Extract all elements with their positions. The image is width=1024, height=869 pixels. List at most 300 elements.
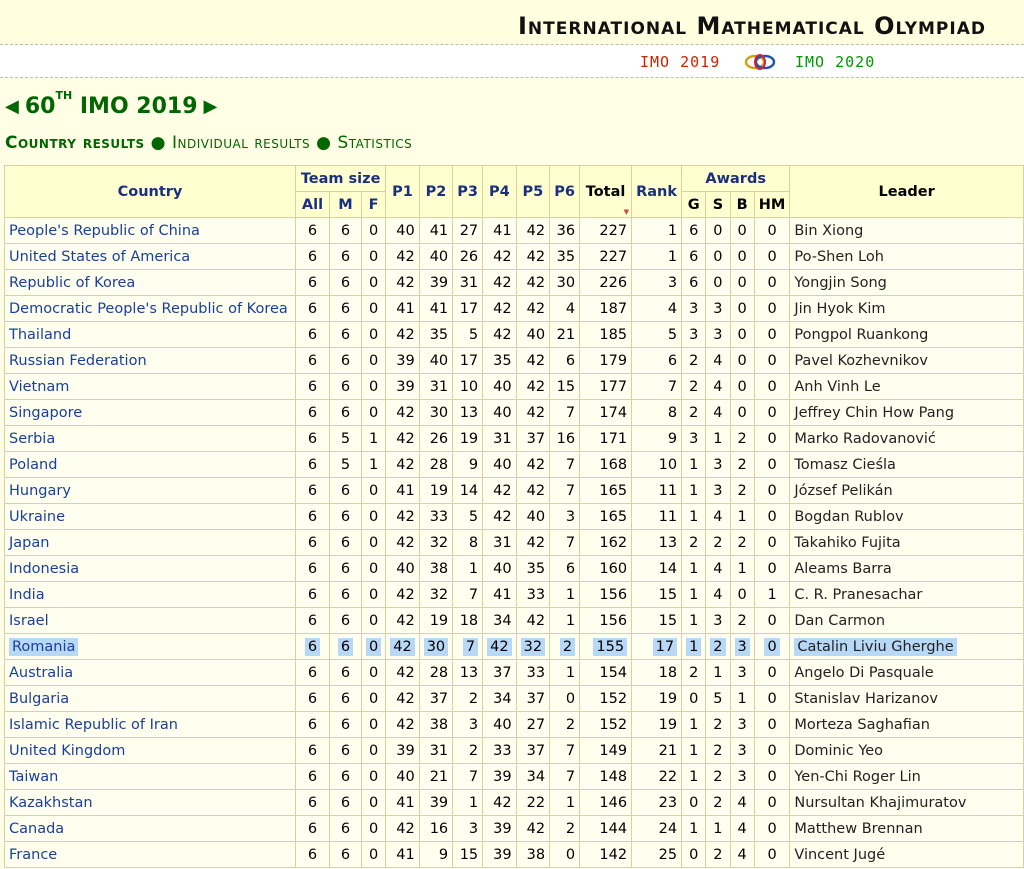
cell-rank-text: 4 [667,300,678,317]
cell-p5 [516,712,549,738]
cell-p3-text: 27 [459,222,479,239]
cell-f [362,712,386,738]
cell-p4 [483,426,516,452]
cell-s-text: 2 [713,846,723,863]
cell-country[interactable] [5,634,296,660]
cell-b-text: 0 [737,274,747,291]
cell-country[interactable] [5,842,296,868]
cell-country[interactable] [5,218,296,244]
cell-country-text[interactable]: Australia [9,664,74,681]
cell-p1 [386,244,419,270]
cell-p4 [483,582,516,608]
cell-all [296,634,330,660]
cell-m [330,738,362,764]
cell-leader [790,816,1024,842]
cell-p5-text: 42 [526,482,546,499]
cell-b-text: 1 [737,508,747,525]
cell-hm [754,660,790,686]
cell-p6 [550,686,580,712]
cell-rank [632,322,682,348]
cell-f-text: 0 [369,716,379,733]
cell-country-text[interactable]: Singapore [9,404,83,421]
cell-country-text[interactable]: Hungary [9,482,71,499]
cell-country[interactable] [5,322,296,348]
cell-country[interactable] [5,478,296,504]
cell-hm [754,842,790,868]
cell-all-text: 6 [307,846,318,863]
cell-p2-text: 38 [429,716,449,733]
cell-p3 [453,582,483,608]
cell-p3 [453,452,483,478]
cell-m [330,400,362,426]
cell-m-text: 6 [340,352,351,369]
header-p4[interactable]: P4 [483,166,516,218]
cell-leader-text: Bogdan Rublov [794,508,904,525]
cell-leader [790,790,1024,816]
cell-f [362,296,386,322]
cell-p2 [419,426,452,452]
header-m[interactable]: M [330,192,362,218]
cell-p5-text: 42 [526,352,546,369]
cell-s-text: 3 [713,300,723,317]
cell-country-text[interactable]: France [9,846,58,863]
cell-leader [790,582,1024,608]
cell-p2-text: 32 [429,534,449,551]
cell-country[interactable] [5,374,296,400]
cell-s-text: 0 [713,274,723,291]
cell-hm [754,400,790,426]
cell-g [682,738,706,764]
header-hm[interactable]: HM [754,192,790,218]
cell-p1-text: 42 [396,690,415,707]
table-row [5,634,1024,660]
cell-m-text: 6 [340,300,351,317]
cell-p2-text: 41 [429,300,449,317]
cell-s-text: 1 [713,664,723,681]
imo-2020-link[interactable]: IMO 2020 [795,53,876,71]
cell-p2-text: 40 [429,352,449,369]
cell-all [296,712,330,738]
cell-f-text: 1 [369,456,379,473]
cell-country[interactable] [5,816,296,842]
cell-p5-text: 42 [526,274,546,291]
prev-edition-arrow-icon[interactable]: ◀ [5,96,19,117]
cell-f [362,504,386,530]
table-row [5,530,1024,556]
cell-rank-text: 13 [658,534,678,551]
cell-g-text: 1 [689,768,699,785]
cell-p5-text: 33 [526,586,546,603]
cell-country[interactable] [5,660,296,686]
cell-p2-text: 16 [429,820,449,837]
cell-hm [754,478,790,504]
cell-country-text[interactable]: Bulgaria [9,690,70,707]
cell-g [682,374,706,400]
cell-m [330,374,362,400]
cell-m [330,582,362,608]
cell-hm-text: 0 [767,274,777,291]
cell-country[interactable] [5,270,296,296]
cell-b-text: 2 [737,430,747,447]
cell-m [330,270,362,296]
cell-p2 [419,218,452,244]
cell-p3 [453,400,483,426]
cell-f-text: 0 [369,664,379,681]
cell-leader [790,348,1024,374]
cell-m-text: 6 [340,222,351,239]
cell-country-text[interactable]: Japan [9,534,50,551]
cell-country-text[interactable]: United Kingdom [9,742,126,759]
cell-hm-text: 0 [764,638,779,656]
cell-p1-text: 42 [396,820,415,837]
cell-total-text: 227 [599,222,628,239]
cell-b [730,296,754,322]
cell-country[interactable] [5,426,296,452]
cell-all-text: 6 [307,820,318,837]
cell-country[interactable] [5,296,296,322]
cell-total-text: 185 [599,326,628,343]
cell-p5 [516,504,549,530]
cell-total [580,816,632,842]
header-total-label: Total [585,183,626,200]
cell-p3-text: 9 [468,456,479,473]
cell-g-text: 6 [689,274,699,291]
cell-p4-text: 34 [493,690,512,707]
header-f[interactable]: F [362,192,386,218]
cell-p2 [419,738,452,764]
cell-g [682,712,706,738]
header-g[interactable]: G [682,192,706,218]
cell-leader [790,426,1024,452]
cell-total-text: 227 [599,248,628,265]
cell-p1-text: 42 [396,248,415,265]
cell-country-text[interactable]: Israel [9,612,49,629]
cell-g [682,686,706,712]
cell-p3-text: 2 [468,690,479,707]
cell-p1 [386,348,419,374]
nav-individual-results[interactable]: Individual results [172,133,311,153]
cell-p2 [419,842,452,868]
cell-leader-text: Bin Xiong [794,222,864,239]
cell-country[interactable] [5,764,296,790]
cell-rank-text: 5 [667,326,678,343]
cell-leader [790,504,1024,530]
cell-p1 [386,322,419,348]
cell-leader-text: Jeffrey Chin How Pang [794,404,955,421]
cell-all [296,426,330,452]
cell-p5 [516,478,549,504]
cell-hm-text: 0 [767,248,777,265]
cell-p1-text: 40 [396,768,415,785]
edition-number: 60 [24,94,56,119]
header-p1[interactable]: P1 [386,166,419,218]
header-leader[interactable]: Leader [790,166,1024,218]
cell-country[interactable] [5,556,296,582]
cell-p4-text: 40 [493,716,512,733]
cell-country[interactable] [5,504,296,530]
cell-m [330,452,362,478]
imo-2019-link[interactable]: IMO 2019 [640,53,721,71]
cell-p1-text: 41 [396,482,415,499]
cell-f [362,660,386,686]
country-results-table [4,165,1024,868]
cell-all [296,842,330,868]
cell-p5 [516,738,549,764]
cell-g [682,582,706,608]
cell-hm-text: 0 [767,456,777,473]
cell-p1 [386,296,419,322]
cell-p3 [453,296,483,322]
cell-g [682,296,706,322]
cell-p3-text: 31 [459,274,479,291]
cell-g [682,530,706,556]
cell-m-text: 6 [340,742,351,759]
cell-hm-text: 0 [767,222,777,239]
header-p6[interactable]: P6 [550,166,580,218]
cell-leader [790,452,1024,478]
cell-g-text: 0 [689,794,699,811]
cell-p2 [419,478,452,504]
cell-b-text: 1 [737,560,747,577]
cell-g [682,400,706,426]
cell-hm [754,790,790,816]
cell-g-text: 1 [689,482,699,499]
cell-p6 [550,660,580,686]
cell-country[interactable] [5,790,296,816]
cell-p3-text: 5 [468,326,479,343]
cell-p5 [516,322,549,348]
nav-country-results[interactable]: Country results [5,133,145,153]
cell-leader-text: József Pelikán [794,482,893,499]
cell-country-text[interactable]: Russian Federation [9,352,147,369]
cell-f-text: 0 [369,222,379,239]
cell-country-text[interactable]: People's Republic of China [9,222,200,239]
cell-country[interactable] [5,738,296,764]
cell-p5 [516,270,549,296]
cell-all [296,400,330,426]
cell-g-text: 2 [689,378,699,395]
cell-hm [754,686,790,712]
cell-country-text[interactable]: India [9,586,45,603]
cell-b [730,634,754,660]
cell-s-text: 2 [713,768,723,785]
cell-m-text: 6 [340,248,351,265]
cell-p2-text: 33 [429,508,449,525]
cell-m-text: 6 [340,534,351,551]
cell-p4 [483,556,516,582]
cell-g-text: 3 [689,430,699,447]
cell-country-text[interactable]: Republic of Korea [9,274,136,291]
cell-leader-text: Yen-Chi Roger Lin [794,768,921,785]
cell-p6 [550,426,580,452]
header-s[interactable]: S [706,192,730,218]
cell-p2-text: 28 [429,456,449,473]
cell-leader-text: Pongpol Ruankong [794,326,929,343]
cell-p2 [419,374,452,400]
cell-p4 [483,686,516,712]
cell-country[interactable] [5,400,296,426]
cell-b [730,712,754,738]
header-b[interactable]: B [730,192,754,218]
cell-p1-text: 42 [396,716,415,733]
cell-s [706,686,730,712]
table-row [5,842,1024,868]
cell-b [730,608,754,634]
cell-country[interactable] [5,348,296,374]
cell-g [682,504,706,530]
cell-rank [632,712,682,738]
cell-total-text: 154 [599,664,628,681]
cell-p4 [483,530,516,556]
cell-p6-text: 1 [565,586,576,603]
table-row [5,348,1024,374]
cell-country-text[interactable]: United States of America [9,248,191,265]
cell-p6 [550,504,580,530]
header-rank[interactable]: Rank [632,166,682,218]
cell-hm-text: 0 [767,430,777,447]
cell-b [730,816,754,842]
cell-rank-text: 3 [667,274,678,291]
cell-total [580,582,632,608]
cell-p4-text: 39 [493,820,512,837]
cell-all-text: 6 [307,456,318,473]
cell-country-text[interactable]: Thailand [9,326,72,343]
cell-f-text: 0 [369,508,379,525]
cell-f [362,530,386,556]
cell-rank [632,504,682,530]
header-p3[interactable]: P3 [453,166,483,218]
cell-all-text: 6 [307,690,318,707]
cell-all [296,816,330,842]
cell-rank-text: 19 [658,716,678,733]
cell-rank-text: 23 [658,794,678,811]
cell-leader-text: Pavel Kozhevnikov [794,352,928,369]
cell-p1-text: 42 [396,534,415,551]
cell-country-text[interactable]: Ukraine [9,508,65,525]
cell-s-text: 3 [713,326,723,343]
cell-hm [754,322,790,348]
cell-b [730,374,754,400]
header-all[interactable]: All [296,192,330,218]
cell-all-text: 6 [307,768,318,785]
cell-m-text: 6 [340,846,351,863]
cell-p4-text: 40 [493,560,512,577]
cell-p6-text: 7 [565,768,576,785]
cell-rank-text: 19 [658,690,678,707]
cell-b-text: 2 [737,482,747,499]
cell-p1 [386,712,419,738]
cell-p6-text: 35 [556,248,576,265]
cell-country-text[interactable]: Democratic People's Republic of Korea [9,300,288,317]
cell-country-text[interactable]: Islamic Republic of Iran [9,716,178,733]
cell-rank [632,582,682,608]
cell-leader [790,712,1024,738]
cell-p4-text: 41 [493,586,512,603]
cell-total-text: 171 [599,430,628,447]
cell-p1 [386,478,419,504]
cell-p3 [453,218,483,244]
cell-country-text[interactable]: Poland [9,456,58,473]
cell-country-text[interactable]: Canada [9,820,65,837]
cell-p1-text: 42 [390,638,414,656]
cell-m [330,790,362,816]
cell-g-text: 1 [686,638,701,656]
cell-country-text[interactable]: Kazakhstan [9,794,93,811]
cell-rank-text: 15 [658,612,678,629]
cell-p2-text: 19 [429,482,449,499]
cell-country[interactable] [5,608,296,634]
nav-statistics[interactable]: Statistics [337,133,413,153]
cell-country[interactable] [5,530,296,556]
cell-p1-text: 42 [396,326,415,343]
header-p2[interactable]: P2 [419,166,452,218]
sort-arrow-icon: ▼ [623,208,630,216]
cell-p6-text: 7 [565,404,576,421]
cell-rank [632,244,682,270]
cell-country-text[interactable]: Taiwan [9,768,59,785]
cell-g-text: 3 [689,300,699,317]
cell-g-text: 3 [689,326,699,343]
cell-total-text: 152 [599,690,628,707]
cell-total-text: 168 [599,456,628,473]
cell-country[interactable] [5,244,296,270]
cell-country-text[interactable]: Serbia [9,430,56,447]
header-country[interactable]: Country [5,166,296,218]
cell-country-text[interactable]: Vietnam [9,378,70,395]
cell-s [706,218,730,244]
cell-all-text: 6 [307,794,318,811]
cell-f-text: 0 [369,378,379,395]
cell-p2-text: 9 [438,846,449,863]
cell-p3-text: 3 [468,716,479,733]
cell-country[interactable] [5,712,296,738]
cell-b-text: 0 [737,300,747,317]
cell-p5-text: 34 [526,768,546,785]
cell-b-text: 0 [737,378,747,395]
cell-p5-text: 40 [526,508,546,525]
cell-p3-text: 7 [463,638,478,656]
cell-s-text: 4 [713,352,723,369]
cell-country-text[interactable]: Romania [9,638,78,656]
cell-total-text: 156 [599,586,628,603]
cell-p1-text: 42 [396,612,415,629]
cell-p3-text: 17 [459,300,479,317]
cell-p4-text: 40 [493,378,512,395]
cell-p3-text: 1 [468,560,479,577]
cell-rank [632,738,682,764]
cell-s-text: 4 [713,508,723,525]
cell-country-text[interactable]: Indonesia [9,560,80,577]
cell-f-text: 0 [369,352,379,369]
cell-p6 [550,374,580,400]
cell-rank [632,218,682,244]
cell-m-text: 6 [340,404,351,421]
cell-g [682,660,706,686]
cell-s-text: 1 [713,430,723,447]
cell-country[interactable] [5,686,296,712]
cell-s [706,738,730,764]
cell-f [362,790,386,816]
header-p5[interactable]: P5 [516,166,549,218]
cell-country[interactable] [5,582,296,608]
cell-all [296,686,330,712]
cell-f [362,816,386,842]
cell-p2-text: 28 [429,664,449,681]
cell-country[interactable] [5,452,296,478]
header-total[interactable] [580,166,632,218]
cell-b [730,348,754,374]
next-edition-arrow-icon[interactable]: ▶ [203,96,218,117]
